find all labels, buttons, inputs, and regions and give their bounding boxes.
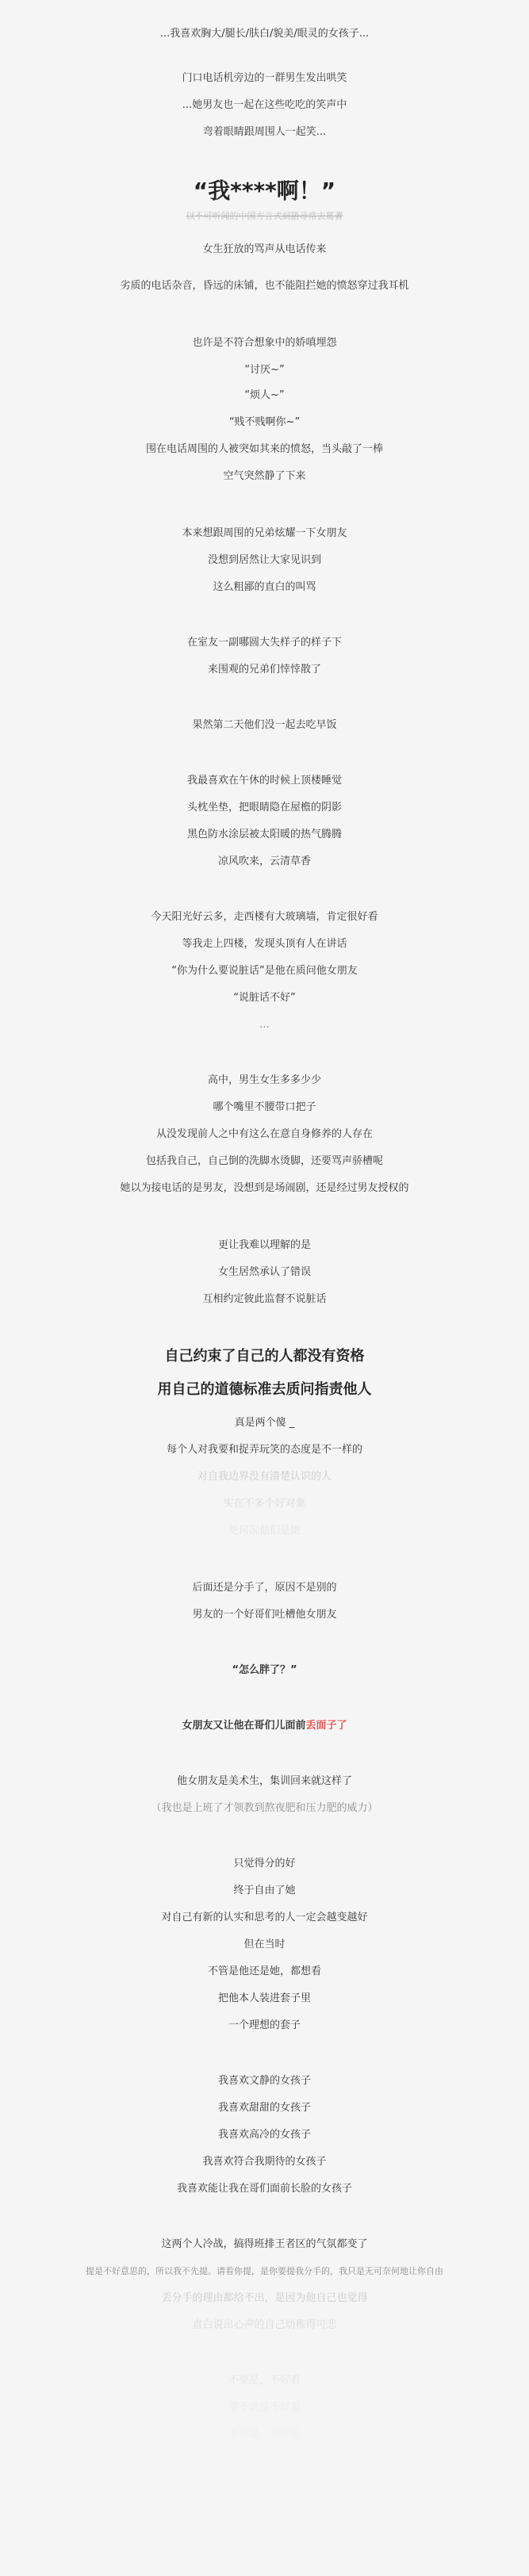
text-line: 更让我难以理解的是 [217, 1239, 311, 1251]
aside-line: （我也是上班了才领教到熬夜肥和压力肥的威力） [151, 1802, 378, 1814]
text-line: 终于自由了她 [233, 1885, 296, 1897]
emphasis-line: 自己约束了自己的人都没有资格 [164, 1348, 365, 1365]
text-line: 男友的一个好哥们吐槽他女朋友 [192, 1609, 337, 1621]
bold-line-text: 女朋友又让他在哥们儿面前 [182, 1720, 306, 1732]
faded-line: 对自我边界没有清楚认识的人 [197, 1471, 332, 1483]
text-line: 高中，男生女生多多少少 [207, 1074, 321, 1086]
text-line: 女生狂放的骂声从电话传来 [202, 243, 327, 255]
text-line: 他女朋友是美术生，集训回来就这样了 [176, 1775, 352, 1787]
text-line: 今天阳光好云多，走西楼有大玻璃墙，肯定很好看 [151, 911, 378, 923]
text-line: “说脏话不好” [233, 992, 296, 1004]
text-line: 在室友一副哪圆大失样子的样子下 [186, 637, 342, 649]
text-line: ... [259, 1019, 270, 1031]
text-line: 围在电话周围的人被突如其来的愤怒，当头敲了一棒 [145, 443, 383, 455]
text-line: 我喜欢能让我在哥们面前长脸的女孩子 [176, 2183, 352, 2195]
text-line: 她以为接电话的是男友，没想到是场闹剧，还是经过男友授权的 [120, 1182, 409, 1194]
text-line: 真是两个傻 _ [234, 1417, 295, 1429]
text-line: “烦人~” [244, 389, 285, 401]
text-line: 对自己有新的认实和思考的人一定会越变越好 [161, 1912, 368, 1923]
text-line: 一个理想的套子 [228, 2019, 301, 2031]
text-line: 我喜欢高冷的女孩子 [217, 2129, 311, 2141]
text-line: 来围观的兄弟们悻悻散了 [207, 664, 321, 676]
text-line: 这么粗鄙的直白的叫骂 [213, 581, 316, 593]
text-line: “讨厌~” [244, 364, 285, 376]
bold-line [0, 1719, 529, 1733]
text-line: 劣质的电话杂音，昏远的床铺，也不能阻拦她的愤怒穿过我耳机 [120, 280, 409, 292]
faded-line: 直白说出心声的自己幼稚得可悲 [192, 2319, 337, 2331]
text-line: 头枕坐垫，把眼睛隐在屋檐的阴影 [186, 802, 342, 813]
emphasis-line: 用自己的道德标准去质问指责他人 [157, 1381, 372, 1398]
text-line: 我喜欢文静的女孩子 [217, 2075, 311, 2087]
text-line: 没想到居然让大家见识到 [207, 554, 321, 566]
text-line: 只觉得分的好 [233, 1858, 296, 1870]
text-line: ...她男友也一起在这些吃吃的笑声中 [182, 99, 347, 111]
text-line: 凉风吹来，云清草香 [217, 855, 311, 867]
text-line: 女生居然承认了错误 [217, 1266, 311, 1278]
text-line: 哪个嘴里不腰带口把子 [213, 1101, 316, 1113]
text-line: 后面还是分手了，原因不是别的 [192, 1582, 337, 1594]
text-line: 空气突然静了下来 [223, 470, 306, 482]
text-line: 从没发现前人之中有这么在意自身修养的人存在 [155, 1128, 373, 1140]
faded-line: 实在不多个好对象 [223, 1498, 306, 1510]
text-line: 提是不好意思的，所以我不先提。请看你提，是你要提我分手的，我只是无可奈何地让你自由 [86, 2266, 443, 2276]
bold-quote: “怎么胖了？” [232, 1664, 297, 1676]
text-line: 门口电话机旁边的一群男生发出哄笑 [182, 72, 347, 84]
text-line: 本来想跟周围的兄弟炫耀一下女朋友 [182, 527, 347, 539]
text-line: 不管是他还是她，都想看 [207, 1965, 321, 1977]
text-line: 也许是不符合想象中的娇嗔埋怨 [192, 337, 337, 349]
faded-line: 更何况他们是她 [228, 1525, 301, 1537]
text-line: 黑色防水涂层被太阳暖的热气腾腾 [186, 829, 342, 840]
headline-quote: “我****啊！” [193, 178, 336, 204]
text-line: 把他本人装进套子里 [217, 1992, 311, 2004]
text-line: 果然第二天他们没一起去吃早饭 [192, 719, 337, 731]
text-line: “贱不贱啊你~” [228, 416, 301, 428]
faded-line: 不要是，不好看 [228, 2429, 301, 2440]
text-line: 我最喜欢在午休的时候上顶楼睡觉 [186, 775, 342, 787]
text-line: 我喜欢符合我期待的女孩子 [202, 2156, 327, 2168]
faded-line: 不要是，不好看 [228, 2375, 301, 2387]
highlighted-text: 丢面子了 [305, 1720, 347, 1732]
text-line: ...我喜欢胸大/腿长/肤白/貌美/眼灵的女孩子... [159, 28, 370, 40]
faded-line: 要不就是不好看 [228, 2402, 301, 2413]
text-line: 互相约定彼此监督不说脏话 [202, 1293, 327, 1305]
text-line: 等我走上四楼，发现头顶有人在讲话 [182, 938, 347, 950]
text-line: 这两个人冷战，搞得班排王者区的气氛都变了 [161, 2238, 368, 2250]
text-line: 每个人对我要和捉弄玩笑的态度是不一样的 [166, 1444, 362, 1456]
text-line: 弯着眼睛跟周围人一起笑... [202, 126, 327, 138]
faded-line: 丢分手的理由都给不出，是因为他自己也觉得 [161, 2292, 368, 2304]
strikethrough-note: 以不可听闻的中国方言式詞語尋常去罵著 [186, 211, 343, 221]
text-line: 但在当时 [243, 1939, 286, 1950]
text-line: “你为什么要说脏话”是他在质问他女朋友 [171, 965, 358, 977]
text-line: 包括我自己，自己倒的洗脚水烫脚，还要骂声骄槽呢 [145, 1155, 383, 1167]
text-line: 我喜欢甜甜的女孩子 [217, 2102, 311, 2114]
